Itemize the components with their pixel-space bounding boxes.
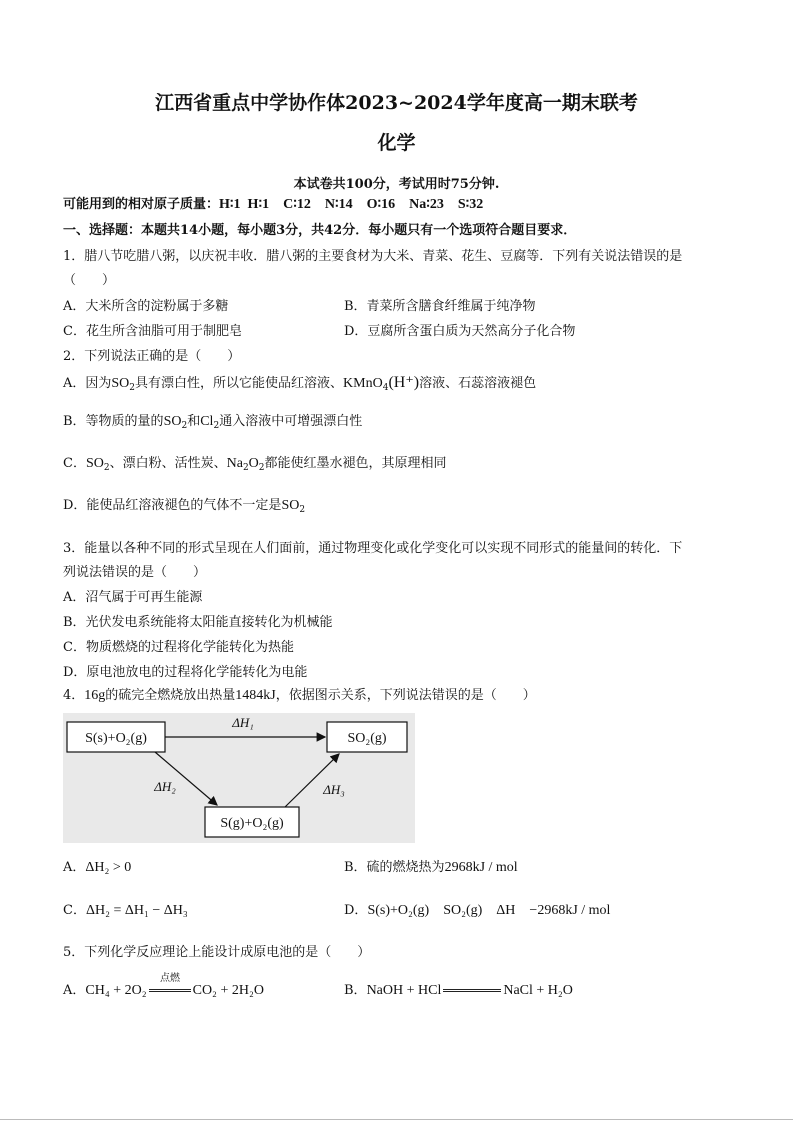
exam-info: 本试卷共100分，考试用时75分钟. <box>293 177 500 192</box>
q4-option-c: C．ΔH₂ = ΔH₁ − ΔH₃ <box>63 903 188 918</box>
q4-option-a: A．ΔH₂ > 0 <box>63 860 132 875</box>
q3-stem-line2: 列说法错误的是（ ） <box>63 565 207 580</box>
atomic-masses-label: 可能用到的相对原子质量：H∶1 H∶1 C∶12 N∶14 O∶16 Na∶23 S∶32 <box>63 197 484 212</box>
dh2-label: ΔH₂ <box>154 779 176 794</box>
q4-stem: 4．16g的硫完全燃烧放出热量1484kJ，依据图示关系，下列说法错误的是（ ） <box>63 688 536 703</box>
equals-arrow-b <box>443 989 501 992</box>
q2-stem: 2．下列说法正确的是（ ） <box>63 349 241 364</box>
q2-option-a: A．因为$SO_2$具有漂白性，所以它能使品红溶液、KMnO$_4$(H⁺)溶液、石蕊溶液褪色 <box>63 374 537 393</box>
q5-stem: 5．下列化学反应理论上能设计成原电池的是（ ） <box>63 945 371 960</box>
q1-option-d: D．豆腐所含蛋白质为天然高分子化合物 <box>344 324 576 339</box>
q2-option-d: D．能使品红溶液褪色的气体不一定是$SO_2$ <box>63 498 306 515</box>
section-heading: 一、选择题：本题共14小题，每小题3分，共42分．每小题只有一个选项符合题目要求． <box>63 223 577 238</box>
dh1-label: ΔH₁ <box>232 715 254 730</box>
box-intermediate-label: S(g)+O₂(g) <box>220 816 284 831</box>
arrow-dh3 <box>285 754 339 807</box>
q5-option-b: B．NaOH + HCl NaCl + H₂O <box>344 983 573 998</box>
q3-option-d: D．原电池放电的过程将化学能转化为电能 <box>63 665 308 680</box>
page-bottom-border <box>0 1119 793 1120</box>
q5-option-a: A．CH₄ + 2O₂ CO₂ + 2H₂O <box>63 983 264 998</box>
q5-a-condition: 点燃 <box>160 973 180 984</box>
equals-arrow-a <box>149 989 191 992</box>
q4-option-d: D．S(s)+O₂(g) SO₂(g) ΔH −2968kJ / mol <box>344 903 611 918</box>
q1-stem: 1．腊八节吃腊八粥，以庆祝丰收．腊八粥的主要食材为大米、青菜、花生、豆腐等．下列有关说法错误的是 <box>63 249 683 264</box>
box-product-label: SO₂(g) <box>347 731 387 746</box>
q3-option-b: B．光伏发电系统能将太阳能直接转化为机械能 <box>63 615 333 630</box>
q1-option-b: B．青菜所含膳食纤维属于纯净物 <box>344 299 536 314</box>
q3-option-c: C．物质燃烧的过程将化学能转化为热能 <box>63 640 294 655</box>
exam-title: 江西省重点中学协作体2023~2024学年度高一期末联考 <box>155 92 638 114</box>
q1-option-a: A．大米所含的淀粉属于多糖 <box>63 299 229 314</box>
q3-stem-line1: 3．能量以各种不同的形式呈现在人们面前，通过物理变化或化学变化可以实现不同形式的能量间的转化．下 <box>63 541 683 556</box>
q4-option-b: B．硫的燃烧热为2968kJ / mol <box>344 860 518 875</box>
enthalpy-diagram <box>63 713 415 843</box>
atomic-masses: H∶1 H∶1 C∶12 N∶14 O∶16 Na∶23 S∶32 <box>219 197 484 212</box>
q1-paren: （ ） <box>63 273 116 288</box>
box-reactants-label: S(s)+O₂(g) <box>85 731 147 746</box>
q3-option-a: A．沼气属于可再生能源 <box>63 590 203 605</box>
q1-option-c: C．花生所含油脂可用于制肥皂 <box>63 324 242 339</box>
q2-option-c: C．$SO_2$、漂白粉、活性炭、$Na_2O_2$都能使红墨水褪色，其原理相同 <box>63 456 447 473</box>
dh3-label: ΔH₃ <box>323 782 345 797</box>
subject-title: 化学 <box>377 132 416 154</box>
q2-option-b: B．等物质的量的$SO_2$和$Cl_2$通入溶液中可增强漂白性 <box>63 414 363 431</box>
